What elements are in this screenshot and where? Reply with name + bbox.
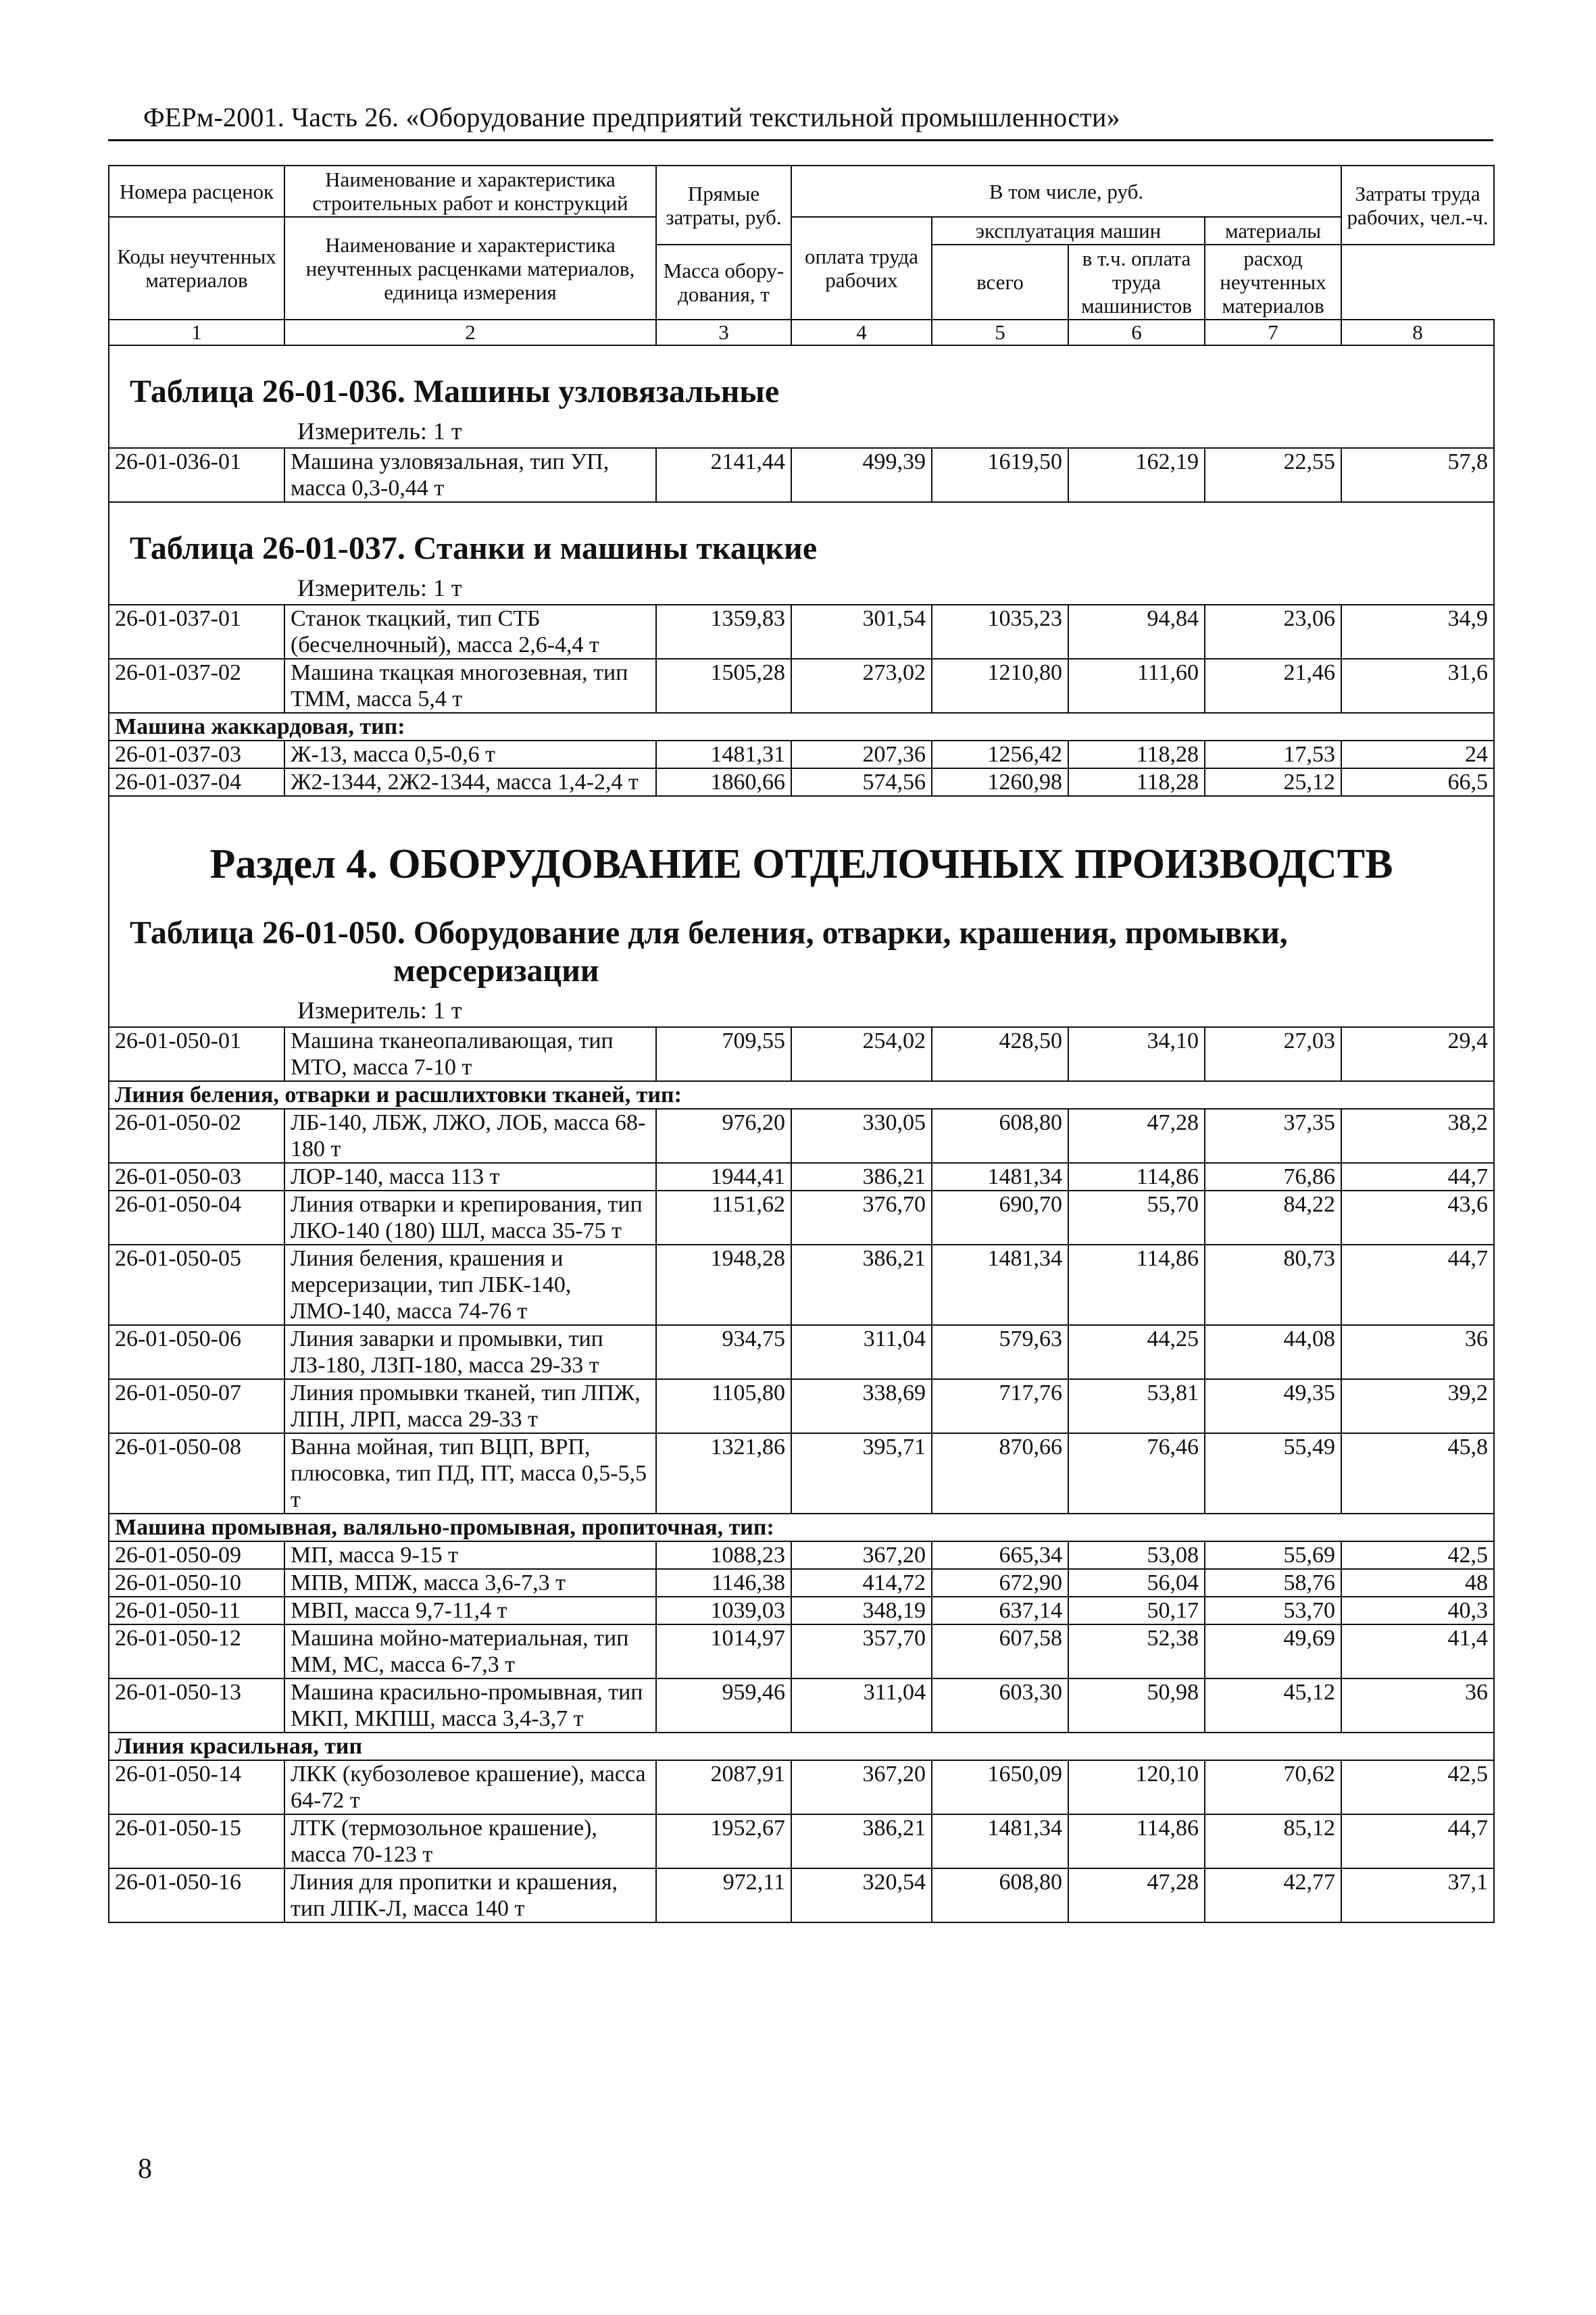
table-row <box>109 1325 1494 1379</box>
table-title-row <box>109 345 1494 448</box>
table-row <box>109 448 1494 502</box>
machine-total: 608,80 <box>932 1868 1068 1922</box>
machinist-labor: 50,17 <box>1068 1597 1205 1624</box>
col5-header: всего <box>932 245 1068 320</box>
col3-header: Прямые затраты, руб. <box>656 166 791 245</box>
machine-total: 607,58 <box>932 1624 1068 1678</box>
direct-cost: 1359,83 <box>656 605 791 659</box>
rate-code: 26-01-050-08 <box>109 1433 284 1514</box>
rate-code: 26-01-050-12 <box>109 1624 284 1678</box>
rate-code: 26-01-050-07 <box>109 1379 284 1433</box>
group-header-row <box>109 1733 1494 1760</box>
col8-header-top: Затраты труда рабочих, чел.-ч. <box>1341 166 1494 245</box>
materials-cost: 22,55 <box>1205 448 1341 502</box>
materials-cost: 21,46 <box>1205 659 1341 713</box>
rate-code: 26-01-050-16 <box>109 1868 284 1922</box>
unit-label: Измеритель: 1 т <box>297 574 462 601</box>
column-number: 2 <box>284 320 656 345</box>
labor-hours: 44,7 <box>1341 1245 1494 1325</box>
rate-code: 26-01-037-03 <box>109 741 284 768</box>
labor-cost: 320,54 <box>791 1868 932 1922</box>
direct-cost: 1014,97 <box>656 1624 791 1678</box>
materials-cost: 23,06 <box>1205 605 1341 659</box>
machinist-labor: 118,28 <box>1068 768 1205 796</box>
table-row <box>109 1760 1494 1814</box>
column-numbers-row <box>109 320 1494 345</box>
labor-cost: 376,70 <box>791 1191 932 1245</box>
machinist-labor: 118,28 <box>1068 741 1205 768</box>
machines-header: эксплуатация машин <box>932 217 1205 245</box>
column-number: 4 <box>791 320 932 345</box>
running-header: ФЕРм-2001. Часть 26. «Оборудование предприятий текстильной промышленности» <box>143 102 1120 132</box>
rate-code: 26-01-050-02 <box>109 1109 284 1163</box>
machinist-labor: 47,28 <box>1068 1109 1205 1163</box>
table-title-037: Таблица 26-01-037. Станки и машины ткацкие <box>130 530 818 566</box>
col2-header-top: Наименование и характеристика строительных работ и конструкций <box>284 166 656 217</box>
column-number: 1 <box>109 320 284 345</box>
machinist-labor: 56,04 <box>1068 1569 1205 1597</box>
machine-total: 1210,80 <box>932 659 1068 713</box>
table-row <box>109 1245 1494 1325</box>
direct-cost: 1944,41 <box>656 1163 791 1191</box>
materials-cost: 80,73 <box>1205 1245 1341 1325</box>
rate-name: Ж2-1344, 2Ж2-1344, масса 1,4-2,4 т <box>284 768 656 796</box>
direct-cost: 1481,31 <box>656 741 791 768</box>
labor-hours: 39,2 <box>1341 1379 1494 1433</box>
machinist-labor: 114,86 <box>1068 1163 1205 1191</box>
labor-hours: 48 <box>1341 1569 1494 1597</box>
labor-cost: 386,21 <box>791 1245 932 1325</box>
labor-hours: 34,9 <box>1341 605 1494 659</box>
table-title-050: Таблица 26-01-050. Оборудование для беления, отварки, крашения, промывки, <box>130 915 1288 951</box>
direct-cost: 1321,86 <box>656 1433 791 1514</box>
labor-hours: 24 <box>1341 741 1494 768</box>
rate-code: 26-01-050-11 <box>109 1597 284 1624</box>
machinist-labor: 47,28 <box>1068 1868 1205 1922</box>
rate-code: 26-01-050-05 <box>109 1245 284 1325</box>
rate-name: ЛКК (кубозолевое крашение), масса 64-72 т <box>284 1760 656 1814</box>
materials-cost: 53,70 <box>1205 1597 1341 1624</box>
rate-name: Станок ткацкий, тип СТБ (бесчелночный), масса 2,6-4,4 т <box>284 605 656 659</box>
table-row <box>109 768 1494 796</box>
labor-hours: 38,2 <box>1341 1109 1494 1163</box>
machine-total: 1481,34 <box>932 1814 1068 1868</box>
machinist-labor: 120,10 <box>1068 1760 1205 1814</box>
rate-name: ЛБ-140, ЛБЖ, ЛЖО, ЛОБ, масса 68-180 т <box>284 1109 656 1163</box>
materials-cost: 58,76 <box>1205 1569 1341 1597</box>
machinist-labor: 55,70 <box>1068 1191 1205 1245</box>
direct-cost: 972,11 <box>656 1868 791 1922</box>
column-number: 5 <box>932 320 1068 345</box>
table-row <box>109 1678 1494 1733</box>
labor-hours: 37,1 <box>1341 1868 1494 1922</box>
labor-hours: 44,7 <box>1341 1163 1494 1191</box>
machine-total: 870,66 <box>932 1433 1068 1514</box>
materials-cost: 55,69 <box>1205 1541 1341 1569</box>
materials-header: материалы <box>1205 217 1341 245</box>
labor-hours: 36 <box>1341 1678 1494 1733</box>
labor-cost: 254,02 <box>791 1027 932 1081</box>
labor-hours: 44,7 <box>1341 1814 1494 1868</box>
materials-cost: 85,12 <box>1205 1814 1341 1868</box>
rate-code: 26-01-050-10 <box>109 1569 284 1597</box>
labor-cost: 574,56 <box>791 768 932 796</box>
labor-cost: 311,04 <box>791 1678 932 1733</box>
rate-name: Машина мойно-материальная, тип ММ, МС, масса 6-7,3 т <box>284 1624 656 1678</box>
rate-name: Ж-13, масса 0,5-0,6 т <box>284 741 656 768</box>
labor-cost: 395,71 <box>791 1433 932 1514</box>
table-row <box>109 1027 1494 1081</box>
machinist-labor: 94,84 <box>1068 605 1205 659</box>
table-title-050-cont: мерсеризации <box>393 953 599 989</box>
labor-hours: 45,8 <box>1341 1433 1494 1514</box>
materials-cost: 84,22 <box>1205 1191 1341 1245</box>
labor-cost: 207,36 <box>791 741 932 768</box>
materials-cost: 37,35 <box>1205 1109 1341 1163</box>
table-row <box>109 659 1494 713</box>
labor-hours: 40,3 <box>1341 1597 1494 1624</box>
rate-code: 26-01-037-04 <box>109 768 284 796</box>
machinist-labor: 53,81 <box>1068 1379 1205 1433</box>
group-header: Машина жаккардовая, тип: <box>109 713 1494 741</box>
rate-code: 26-01-050-03 <box>109 1163 284 1191</box>
column-number: 3 <box>656 320 791 345</box>
direct-cost: 1505,28 <box>656 659 791 713</box>
rate-name: Линия для пропитки и крашения, тип ЛПК-Л, масса 140 т <box>284 1868 656 1922</box>
materials-cost: 27,03 <box>1205 1027 1341 1081</box>
machinist-labor: 34,10 <box>1068 1027 1205 1081</box>
direct-cost: 1952,67 <box>656 1814 791 1868</box>
table-row <box>109 1109 1494 1163</box>
header-row <box>109 166 1494 217</box>
direct-cost: 2087,91 <box>656 1760 791 1814</box>
direct-cost: 1088,23 <box>656 1541 791 1569</box>
table-row <box>109 1163 1494 1191</box>
rate-name: Линия заварки и промывки, тип ЛЗ-180, ЛЗП-180, масса 29-33 т <box>284 1325 656 1379</box>
table-row <box>109 1597 1494 1624</box>
machine-total: 717,76 <box>932 1379 1068 1433</box>
machinist-labor: 44,25 <box>1068 1325 1205 1379</box>
rate-code: 26-01-050-01 <box>109 1027 284 1081</box>
labor-hours: 41,4 <box>1341 1624 1494 1678</box>
rates-table <box>108 165 1495 1923</box>
rate-name: Машина ткацкая многозевная, тип ТММ, масса 5,4 т <box>284 659 656 713</box>
group-header: Линия беления, отварки и расшлихтовки тканей, тип: <box>109 1081 1494 1109</box>
direct-cost: 1151,62 <box>656 1191 791 1245</box>
unit-label: Измеритель: 1 т <box>297 418 462 445</box>
machinist-labor: 50,98 <box>1068 1678 1205 1733</box>
col1-header-top: Номера расценок <box>109 166 284 217</box>
direct-cost: 709,55 <box>656 1027 791 1081</box>
rate-code: 26-01-050-09 <box>109 1541 284 1569</box>
direct-cost: 1948,28 <box>656 1245 791 1325</box>
direct-cost: 959,46 <box>656 1678 791 1733</box>
materials-cost: 17,53 <box>1205 741 1341 768</box>
machine-total: 1481,34 <box>932 1163 1068 1191</box>
labor-hours: 29,4 <box>1341 1027 1494 1081</box>
machinist-labor: 111,60 <box>1068 659 1205 713</box>
materials-cost: 25,12 <box>1205 768 1341 796</box>
materials-cost: 55,49 <box>1205 1433 1341 1514</box>
table-row <box>109 1814 1494 1868</box>
machine-total: 1619,50 <box>932 448 1068 502</box>
rate-code: 26-01-050-06 <box>109 1325 284 1379</box>
rate-name: МП, масса 9-15 т <box>284 1541 656 1569</box>
direct-cost: 976,20 <box>656 1109 791 1163</box>
materials-cost: 42,77 <box>1205 1868 1341 1922</box>
table-row <box>109 1868 1494 1922</box>
machine-total: 608,80 <box>932 1109 1068 1163</box>
unit-label: Измеритель: 1 т <box>297 997 462 1024</box>
machinist-labor: 114,86 <box>1068 1814 1205 1868</box>
labor-cost: 414,72 <box>791 1569 932 1597</box>
table-row <box>109 741 1494 768</box>
rate-name: МВП, масса 9,7-11,4 т <box>284 1597 656 1624</box>
rate-code: 26-01-036-01 <box>109 448 284 502</box>
labor-hours: 66,5 <box>1341 768 1494 796</box>
machine-total: 637,14 <box>932 1597 1068 1624</box>
column-number: 8 <box>1341 320 1494 345</box>
labor-cost: 367,20 <box>791 1760 932 1814</box>
table-row <box>109 1433 1494 1514</box>
rate-name: Линия отварки и крепирования, тип ЛКО-140 (180) ШЛ, масса 35-75 т <box>284 1191 656 1245</box>
machine-total: 690,70 <box>932 1191 1068 1245</box>
direct-cost: 1105,80 <box>656 1379 791 1433</box>
machinist-labor: 114,86 <box>1068 1245 1205 1325</box>
direct-cost: 934,75 <box>656 1325 791 1379</box>
table-row <box>109 605 1494 659</box>
labor-hours: 36 <box>1341 1325 1494 1379</box>
labor-cost: 301,54 <box>791 605 932 659</box>
machine-total: 1650,09 <box>932 1760 1068 1814</box>
direct-cost: 1039,03 <box>656 1597 791 1624</box>
labor-hours: 31,6 <box>1341 659 1494 713</box>
rate-code: 26-01-037-02 <box>109 659 284 713</box>
table-row <box>109 1541 1494 1569</box>
rate-name: Линия беления, крашения и мерсеризации, тип ЛБК-140, ЛМО-140, масса 74-76 т <box>284 1245 656 1325</box>
labor-cost: 348,19 <box>791 1597 932 1624</box>
column-number: 7 <box>1205 320 1341 345</box>
table-row <box>109 1569 1494 1597</box>
machine-total: 1481,34 <box>932 1245 1068 1325</box>
direct-cost: 1860,66 <box>656 768 791 796</box>
rate-name: ЛТК (термозольное крашение), масса 70-123 т <box>284 1814 656 1868</box>
direct-cost: 2141,44 <box>656 448 791 502</box>
table-row <box>109 1379 1494 1433</box>
col8-header-bottom: Масса обору-дования, т <box>656 245 791 320</box>
column-number: 6 <box>1068 320 1205 345</box>
machine-total: 603,30 <box>932 1678 1068 1733</box>
labor-hours: 42,5 <box>1341 1760 1494 1814</box>
table-row <box>109 1624 1494 1678</box>
labor-cost: 273,02 <box>791 659 932 713</box>
col7-header: расход неучтенных материалов <box>1205 245 1341 320</box>
machine-total: 1260,98 <box>932 768 1068 796</box>
col1-header-bottom: Коды неучтенных материалов <box>109 217 284 320</box>
labor-cost: 330,05 <box>791 1109 932 1163</box>
rate-name: Машина тканеопаливающая, тип МТО, масса 7-10 т <box>284 1027 656 1081</box>
machinist-labor: 76,46 <box>1068 1433 1205 1514</box>
group-header-row <box>109 1081 1494 1109</box>
labor-cost: 338,69 <box>791 1379 932 1433</box>
machine-total: 428,50 <box>932 1027 1068 1081</box>
table-row <box>109 1191 1494 1245</box>
machinist-labor: 162,19 <box>1068 448 1205 502</box>
rate-code: 26-01-050-13 <box>109 1678 284 1733</box>
materials-cost: 49,69 <box>1205 1624 1341 1678</box>
rate-name: Линия промывки тканей, тип ЛПЖ, ЛПН, ЛРП, масса 29-33 т <box>284 1379 656 1433</box>
col4-header: оплата труда рабочих <box>791 217 932 320</box>
rate-code: 26-01-037-01 <box>109 605 284 659</box>
labor-cost: 499,39 <box>791 448 932 502</box>
labor-cost: 367,20 <box>791 1541 932 1569</box>
machinist-labor: 52,38 <box>1068 1624 1205 1678</box>
col6-header: в т.ч. оплата труда машинистов <box>1068 245 1205 320</box>
materials-cost: 70,62 <box>1205 1760 1341 1814</box>
rate-code: 26-01-050-15 <box>109 1814 284 1868</box>
table-title-row <box>109 502 1494 605</box>
group-header-row <box>109 1514 1494 1541</box>
header-row <box>109 217 1494 245</box>
col2-header-bottom: Наименование и характеристика неучтенных расценками материалов, единица измерения <box>284 217 656 320</box>
materials-cost: 44,08 <box>1205 1325 1341 1379</box>
machine-total: 1035,23 <box>932 605 1068 659</box>
labor-hours: 43,6 <box>1341 1191 1494 1245</box>
rate-name: Ванна мойная, тип ВЦП, ВРП, плюсовка, тип ПД, ПТ, масса 0,5-5,5 т <box>284 1433 656 1514</box>
labor-cost: 386,21 <box>791 1814 932 1868</box>
incl-header: В том числе, руб. <box>791 166 1341 217</box>
labor-cost: 386,21 <box>791 1163 932 1191</box>
rate-name: МПВ, МПЖ, масса 3,6-7,3 т <box>284 1569 656 1597</box>
direct-cost: 1146,38 <box>656 1569 791 1597</box>
machinist-labor: 53,08 <box>1068 1541 1205 1569</box>
labor-hours: 57,8 <box>1341 448 1494 502</box>
rate-code: 26-01-050-04 <box>109 1191 284 1245</box>
table-title-row <box>109 796 1494 1027</box>
labor-cost: 357,70 <box>791 1624 932 1678</box>
materials-cost: 45,12 <box>1205 1678 1341 1733</box>
labor-cost: 311,04 <box>791 1325 932 1379</box>
rate-code: 26-01-050-14 <box>109 1760 284 1814</box>
labor-hours: 42,5 <box>1341 1541 1494 1569</box>
machine-total: 672,90 <box>932 1569 1068 1597</box>
group-header: Линия красильная, тип <box>109 1733 1494 1760</box>
rate-name: ЛОР-140, масса 113 т <box>284 1163 656 1191</box>
header-rule <box>108 139 1493 141</box>
rate-name: Машина узловязальная, тип УП, масса 0,3-0,44 т <box>284 448 656 502</box>
machine-total: 665,34 <box>932 1541 1068 1569</box>
materials-cost: 49,35 <box>1205 1379 1341 1433</box>
section-title: Раздел 4. ОБОРУДОВАНИЕ ОТДЕЛОЧНЫХ ПРОИЗВОДСТВ <box>209 841 1393 887</box>
machine-total: 1256,42 <box>932 741 1068 768</box>
group-header: Машина промывная, валяльно-промывная, пропиточная, тип: <box>109 1514 1494 1541</box>
rate-name: Машина красильно-промывная, тип МКП, МКПШ, масса 3,4-3,7 т <box>284 1678 656 1733</box>
group-header-row <box>109 713 1494 741</box>
machine-total: 579,63 <box>932 1325 1068 1379</box>
page-number: 8 <box>138 2154 152 2185</box>
materials-cost: 76,86 <box>1205 1163 1341 1191</box>
table-title-036: Таблица 26-01-036. Машины узловязальные <box>130 374 780 409</box>
